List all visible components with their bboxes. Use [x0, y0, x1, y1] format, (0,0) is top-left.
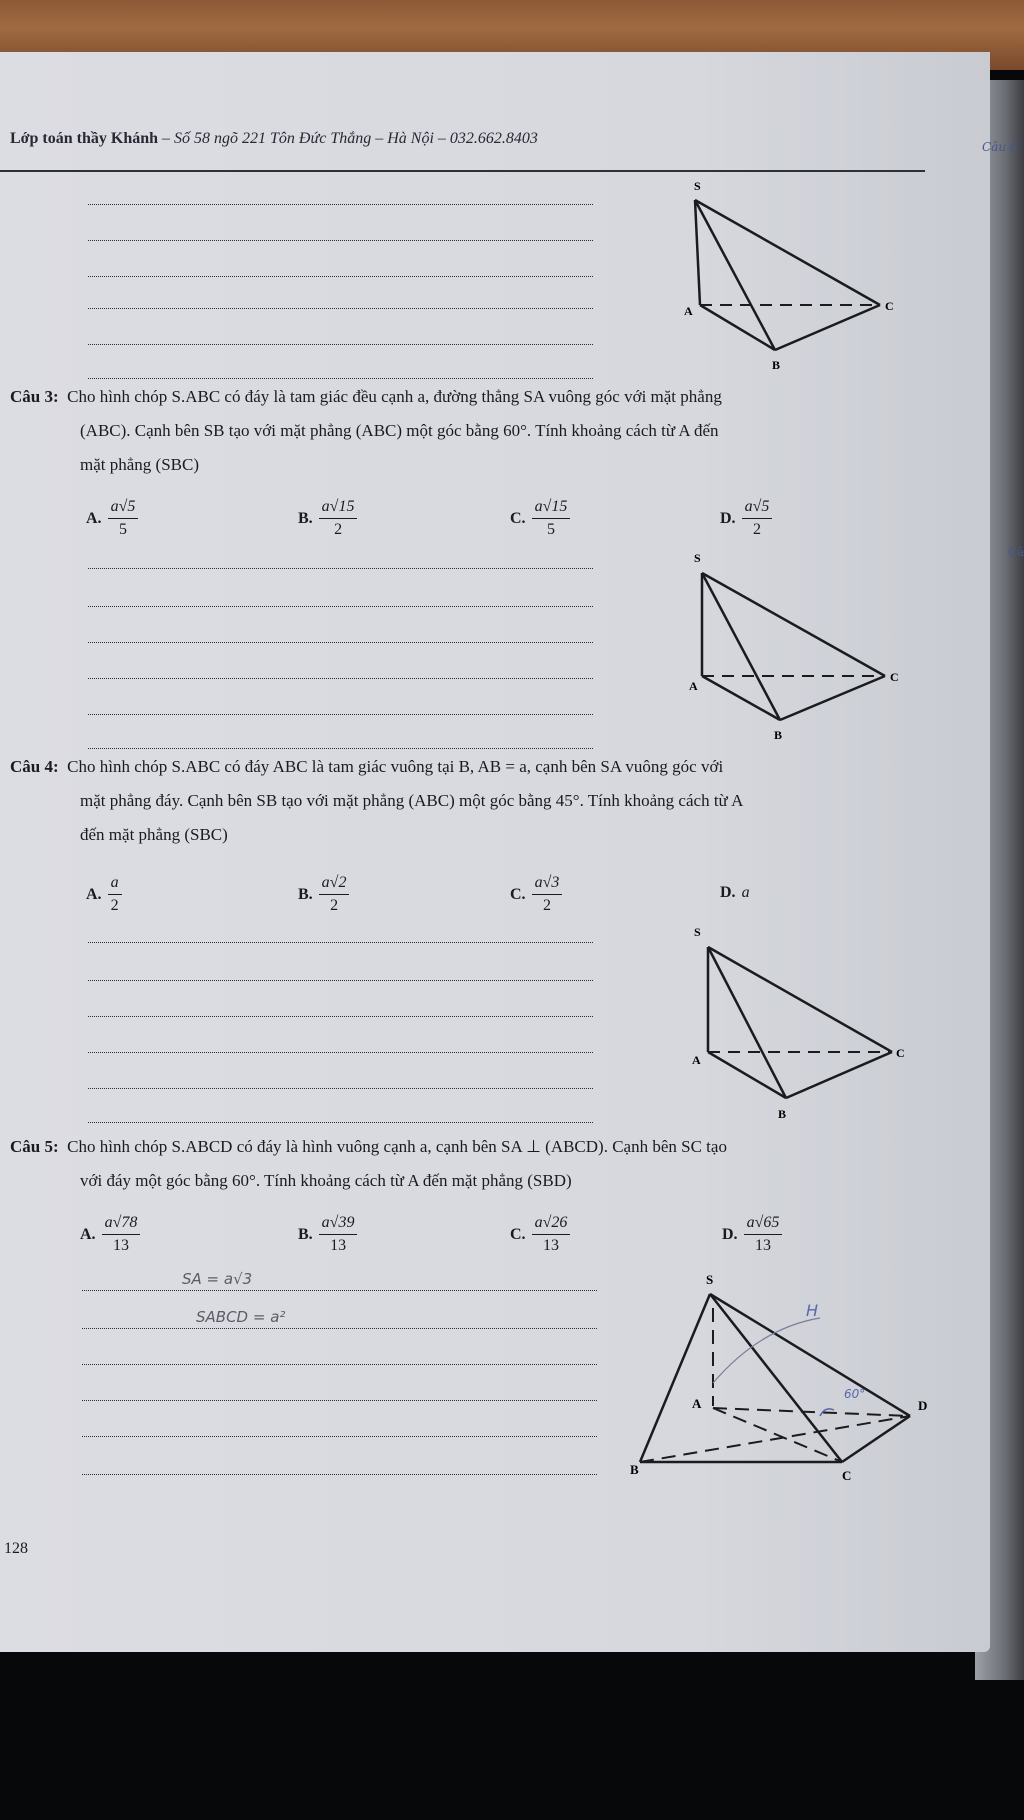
- choice-d[interactable]: D. $\frac{a√65}{13}$: [722, 1212, 782, 1257]
- choice-b[interactable]: B. $\frac{a√2}{2}$: [298, 872, 349, 917]
- question-text: Cho hình chóp S.ABC có đáy ABC là tam giác vuông tại B, AB = a, cạnh bên SA vuông góc với: [67, 757, 724, 776]
- answer-line[interactable]: [88, 204, 593, 205]
- answer-line[interactable]: [82, 1474, 597, 1475]
- label-B: B: [774, 728, 783, 742]
- label-S: S: [694, 179, 701, 193]
- answer-line[interactable]: [88, 378, 593, 379]
- question-text-2: (ABC). Cạnh bên SB tạo với mặt phẳng (ABC) một góc bằng 60°. Tính khoảng cách từ A đến: [80, 421, 719, 440]
- edge-SA: [695, 200, 700, 305]
- answer-line[interactable]: [88, 1052, 593, 1053]
- answer-line[interactable]: [88, 678, 593, 679]
- question-label: Câu 4:: [10, 757, 59, 776]
- answer-line[interactable]: [88, 240, 593, 241]
- edge-BC: [775, 305, 880, 350]
- label-C: C: [896, 1046, 905, 1060]
- answer-line[interactable]: [88, 344, 593, 345]
- answer-line[interactable]: [82, 1290, 597, 1291]
- label-S: S: [706, 1272, 714, 1287]
- page-number: 128: [4, 1540, 28, 1557]
- choice-a[interactable]: A. $\frac{a√78}{13}$: [80, 1212, 140, 1257]
- next-page-tab-label-2: Câ: [1008, 545, 1024, 559]
- label-S: S: [694, 551, 701, 565]
- page-header: [10, 130, 538, 148]
- answer-line[interactable]: [88, 642, 593, 643]
- label-A: A: [692, 1053, 701, 1067]
- question-label: Câu 3:: [10, 387, 59, 406]
- choice-c[interactable]: C. $\frac{a√15}{5}$: [510, 496, 570, 541]
- next-page-tab-label: Câu 6: [982, 140, 1018, 154]
- label-C: C: [842, 1468, 852, 1483]
- label-C: C: [890, 670, 899, 684]
- answer-line[interactable]: [82, 1328, 597, 1329]
- choice-a[interactable]: A. $\frac{a√5}{5}$: [86, 496, 138, 541]
- label-S: S: [694, 925, 701, 939]
- label-A: A: [692, 1396, 702, 1411]
- answer-line[interactable]: [82, 1364, 597, 1365]
- choice-c[interactable]: C. $\frac{a√26}{13}$: [510, 1212, 570, 1257]
- label-D: D: [918, 1398, 928, 1413]
- answer-line[interactable]: [82, 1436, 597, 1437]
- header-school: Lớp toán thầy Khánh: [10, 130, 159, 147]
- question-4: [10, 750, 930, 852]
- question-5: [10, 1130, 930, 1198]
- choice-c[interactable]: C. $\frac{a√3}{2}$: [510, 872, 562, 917]
- question-text-3: mặt phẳng (SBC): [80, 455, 199, 474]
- label-B: B: [778, 1107, 787, 1121]
- answer-line[interactable]: [88, 980, 593, 981]
- answer-line[interactable]: [88, 568, 593, 569]
- answer-line[interactable]: [88, 276, 593, 277]
- answer-line[interactable]: [88, 748, 593, 749]
- answer-line[interactable]: [82, 1400, 597, 1401]
- choice-d[interactable]: D. $\frac{a√5}{2}$: [720, 496, 772, 541]
- handwritten-label-H: H: [806, 1301, 819, 1320]
- answer-line[interactable]: [88, 942, 593, 943]
- choice-b[interactable]: B. $\frac{a√39}{13}$: [298, 1212, 357, 1257]
- handwritten-note-2: SABCD = a²: [196, 1308, 286, 1326]
- header-address: – Số 58 ngõ 221 Tôn Đức Thắng – Hà Nội – 032.662.8403: [158, 130, 538, 147]
- label-B: B: [630, 1462, 639, 1477]
- label-C: C: [885, 299, 894, 313]
- label-B: B: [772, 358, 781, 372]
- answer-line[interactable]: [88, 308, 593, 309]
- answer-line[interactable]: [88, 1088, 593, 1089]
- question-label: Câu 5:: [10, 1137, 59, 1156]
- choice-d[interactable]: D. a: [720, 884, 750, 901]
- header-rule: [0, 170, 925, 172]
- question-text-2: mặt phẳng đáy. Cạnh bên SB tạo với mặt phẳng (ABC) một góc bằng 45°. Tính khoảng cách từ A: [80, 791, 744, 810]
- answer-line[interactable]: [88, 1122, 593, 1123]
- answer-line[interactable]: [88, 606, 593, 607]
- handwritten-note-1: SA = a√3: [182, 1270, 253, 1288]
- question-text-3: đến mặt phẳng (SBC): [80, 825, 228, 844]
- question-text-2: với đáy một góc bằng 60°. Tính khoảng cách từ A đến mặt phẳng (SBD): [80, 1171, 572, 1190]
- pyramid-figure-2: [680, 548, 910, 748]
- pyramid-figure-3: [684, 922, 914, 1122]
- question-text: Cho hình chóp S.ABC có đáy là tam giác đều cạnh a, đường thẳng SA vuông góc với mặt phẳng: [67, 387, 722, 406]
- pyramid-figure-1: [680, 175, 910, 375]
- answer-line[interactable]: [88, 1016, 593, 1017]
- answer-line[interactable]: [88, 714, 593, 715]
- choice-a[interactable]: A. $\frac{a}{2}$: [86, 872, 122, 917]
- handwritten-angle-label: 60°: [844, 1387, 866, 1401]
- question-3: [10, 380, 930, 482]
- pyramid-figure-4: [620, 1268, 940, 1483]
- choice-b[interactable]: B. $\frac{a√15}{2}$: [298, 496, 357, 541]
- label-A: A: [689, 679, 698, 693]
- label-A: A: [684, 304, 693, 318]
- question-text: Cho hình chóp S.ABCD có đáy là hình vuông cạnh a, cạnh bên SA ⊥ (ABCD). Cạnh bên SC tạo: [67, 1137, 727, 1156]
